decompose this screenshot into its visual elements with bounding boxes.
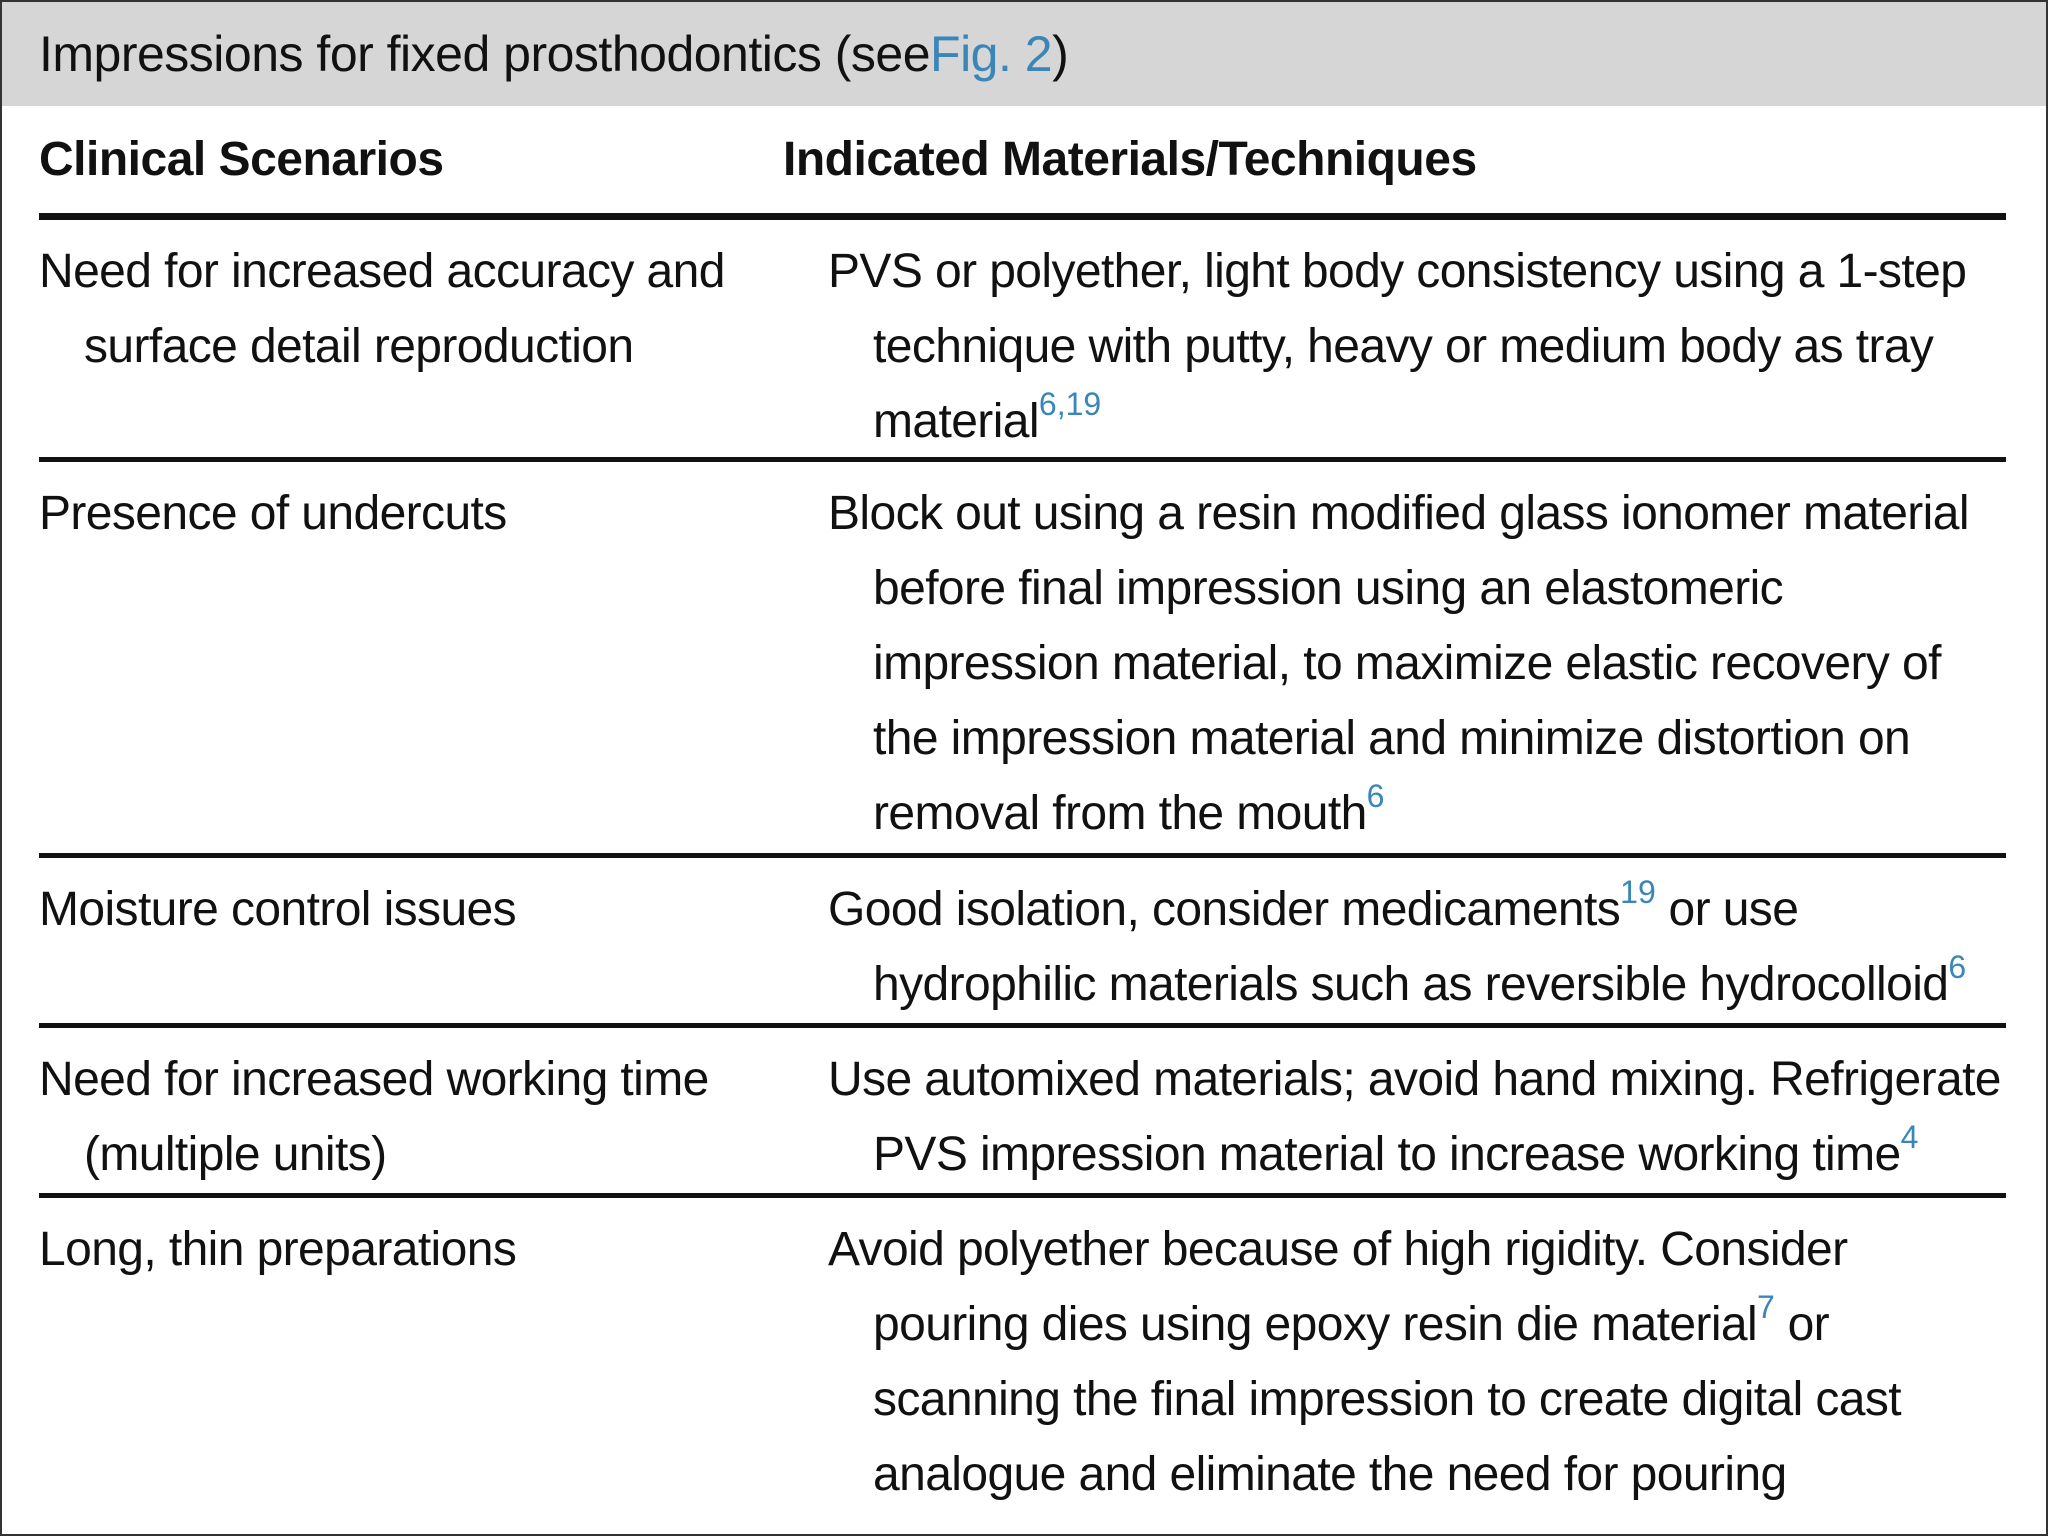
material-cell [828, 220, 2006, 457]
material-text: Avoid polyether because of high rigidity. Consider pouring dies using epoxy resin die material [828, 1223, 1848, 1351]
material-text: or use hydrophilic materials such as reversible hydrocolloid [873, 883, 1949, 1011]
material-cell [828, 462, 2006, 853]
header-indicated-materials: Indicated Materials/Techniques [783, 133, 1477, 186]
table-title-text: Impressions for fixed prosthodontics (see [39, 26, 931, 82]
material-cell [828, 858, 2006, 1023]
scenario-cell: Presence of undercuts [39, 487, 507, 540]
table-row [39, 220, 2006, 462]
material-text: PVS or polyether, light body consistency using a 1-step technique with putty, heavy or medium body as tray material [828, 245, 1967, 448]
material-text: Good isolation, consider medicaments [828, 883, 1621, 936]
scenario-cell: Long, thin preparations [39, 1223, 517, 1276]
header-clinical-scenarios: Clinical Scenarios [39, 133, 444, 186]
material-cell [828, 1198, 2006, 1518]
figure-link[interactable]: Fig. 2 [930, 26, 1053, 82]
impressions-table [39, 106, 2006, 1518]
reference-superscript[interactable]: 4 [1900, 1119, 1919, 1155]
table-row [39, 858, 2006, 1028]
table-row [39, 1028, 2006, 1198]
table-row [39, 462, 2006, 858]
table-header-row [39, 106, 2006, 220]
reference-superscript[interactable]: 7 [1757, 1289, 1775, 1325]
table-row [39, 1198, 2006, 1518]
reference-superscript[interactable]: 19 [1620, 874, 1656, 910]
material-text: or scanning the final impression to create digital cast analogue and eliminate the need for pouring [873, 1298, 1902, 1501]
scenario-cell: Need for increased working time (multiple units) [39, 1053, 709, 1181]
reference-superscript[interactable]: 6 [1948, 949, 1967, 985]
reference-superscript[interactable]: 6,19 [1038, 386, 1102, 422]
material-text: Block out using a resin modified glass ionomer material before final impression using an elastomeric impression material, to maximize elastic recovery of the impression material and minimize distortion on removal from the mouth [828, 487, 1969, 840]
material-cell [828, 1028, 2006, 1193]
table-title-close: ) [1052, 26, 1069, 82]
material-text: Use automixed materials; avoid hand mixing. Refrigerate PVS impression material to increase working time [828, 1053, 2001, 1181]
scenario-cell: Need for increased accuracy and surface detail reproduction [39, 245, 725, 373]
reference-superscript[interactable]: 6 [1366, 778, 1385, 814]
scenario-cell: Moisture control issues [39, 883, 517, 936]
table-title [2, 2, 2046, 106]
